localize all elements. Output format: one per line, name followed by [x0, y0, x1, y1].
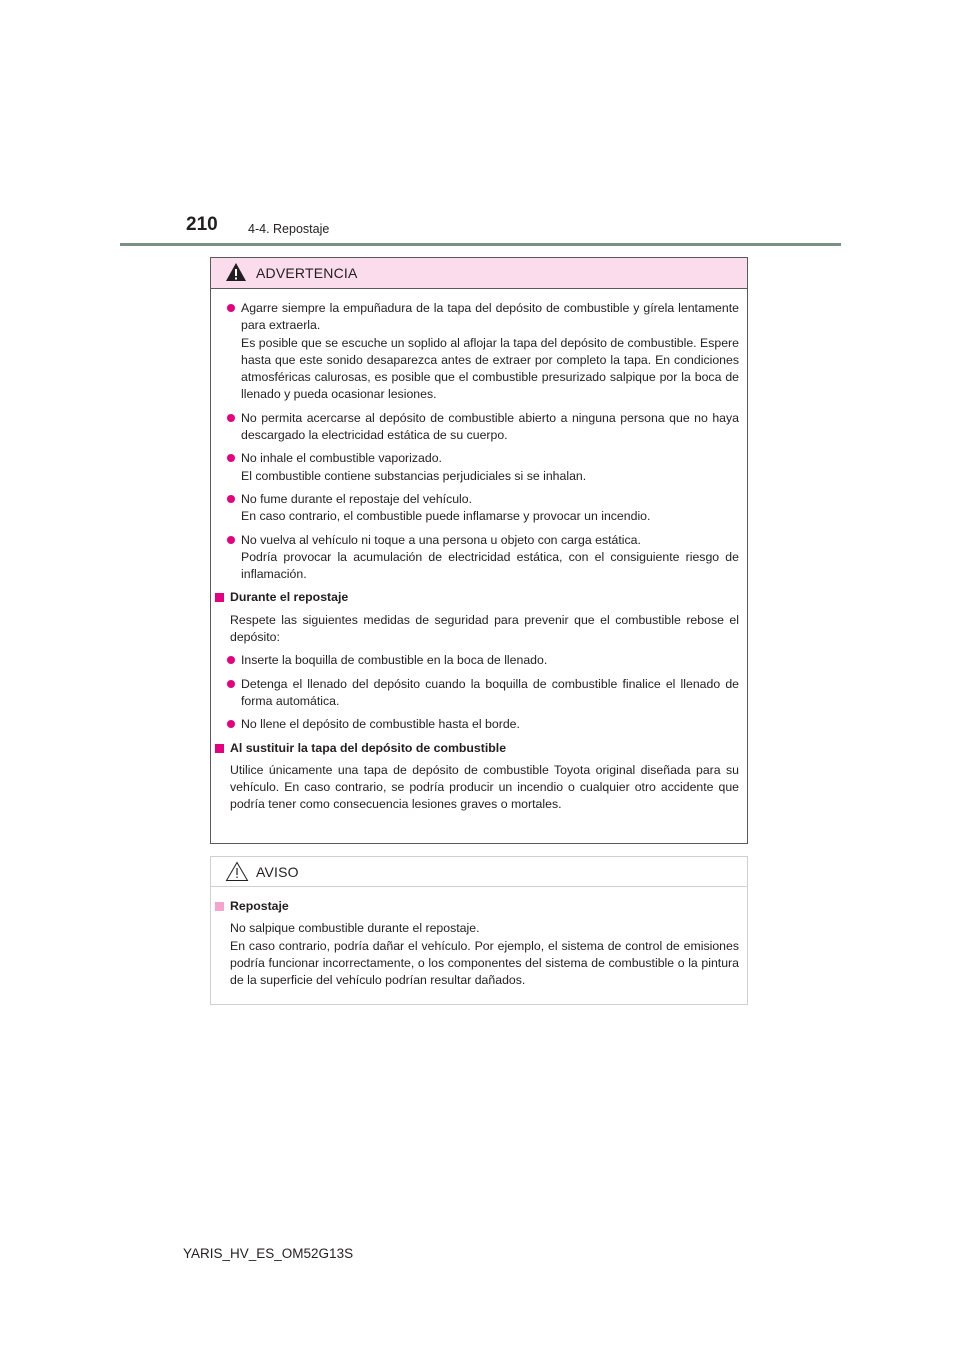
section-text: En caso contrario, podría dañar el vehículo. Por ejemplo, el sistema de control de emisiones podría funcionar incorrectamente, o los componentes del sistema de combustible o la pintura de la superficie del vehículo podrían resultar dañados. — [230, 938, 739, 988]
notice-box — [210, 856, 748, 1005]
section-text: Utilice únicamente una tapa de depósito de combustible Toyota original diseñada para su vehículo. En caso contrario, se podría producir un incendio o cualquier otro accidente que podría tener como consecuencia lesiones graves o mortales. — [230, 762, 739, 812]
warning-bullet: No inhale el combustible vaporizado. El combustible contiene substancias perjudiciales si se inhalan. — [221, 450, 739, 485]
warning-bullet: No fume durante el repostaje del vehículo. En caso contrario, el combustible puede inflamarse y provocar un incendio. — [221, 491, 739, 526]
caution-triangle-outline-icon — [225, 861, 249, 882]
refuel-bullet: Detenga el llenado del depósito cuando la boquilla de combustible finalice el llenado de forma automática. — [221, 676, 739, 711]
section-heading: Al sustituir la tapa del depósito de combustible — [221, 740, 739, 757]
section-heading: Durante el repostaje — [221, 589, 739, 606]
warning-header — [211, 258, 747, 289]
warning-bullet: Agarre siempre la empuñadura de la tapa del depósito de combustible y gírela lentamente para extraerla. Es posible que se escuche un soplido al aflojar la tapa del depósito de combustible. Espere hasta que este sonido desaparezca antes de extraer por completo la tapa. En condiciones atmosféricas calurosas, es posible que el combustible presurizado salpique por la boca de llenado y pueda ocasionar lesiones. — [221, 300, 739, 404]
refuel-bullet: No llene el depósito de combustible hasta el borde. — [221, 716, 739, 733]
section-title: 4-4. Repostaje — [248, 222, 330, 236]
notice-title: AVISO — [256, 864, 299, 880]
notice-header — [211, 857, 747, 887]
warning-bullet: No vuelva al vehículo ni toque a una persona u objeto con carga estática. Podría provocar la acumulación de electricidad estática, con el consiguiente riesgo de inflamación. — [221, 532, 739, 584]
refuel-bullet: Inserte la boquilla de combustible en la boca de llenado. — [221, 652, 739, 669]
section-heading: Repostaje — [221, 898, 739, 915]
page-number: 210 — [186, 214, 218, 235]
warning-box — [210, 257, 748, 844]
warning-triangle-icon — [225, 262, 247, 282]
warning-title: ADVERTENCIA — [256, 265, 358, 281]
header-rule — [120, 243, 841, 246]
warning-bullet: No permita acercarse al depósito de combustible abierto a ninguna persona que no haya descargado la electricidad estática de su cuerpo. — [221, 410, 739, 445]
section-text: No salpique combustible durante el repostaje. — [230, 921, 480, 936]
section-text: Respete las siguientes medidas de seguridad para prevenir que el combustible rebose el depósito: — [230, 612, 739, 645]
document-code: YARIS_HV_ES_OM52G13S — [183, 1246, 354, 1261]
